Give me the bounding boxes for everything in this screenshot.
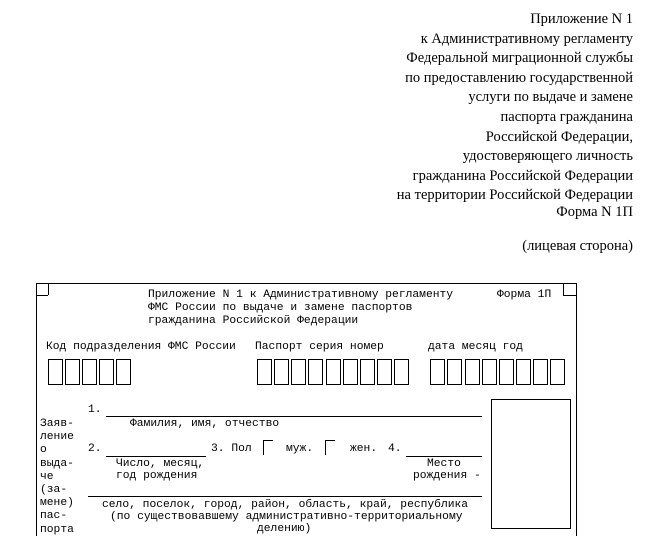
input-cell[interactable] [482, 359, 497, 385]
input-cell[interactable] [291, 359, 306, 385]
field4-number: 4. [388, 443, 402, 455]
header-line: по предоставлению государственной [405, 69, 633, 86]
birthplace-input-line[interactable] [406, 456, 482, 457]
date-day-cells [430, 359, 462, 385]
birthplace-caption-2: рождения - [413, 470, 481, 482]
input-cell[interactable] [308, 359, 323, 385]
side-line: ление [40, 431, 74, 444]
header-line: услуги по выдаче и замене [468, 89, 633, 106]
header-line: Федеральной миграционной службы [406, 50, 633, 67]
input-cell[interactable] [257, 359, 272, 385]
input-cell[interactable] [65, 359, 80, 385]
side-line: порта [40, 523, 74, 536]
fullname-input-line[interactable] [106, 416, 482, 417]
fullname-caption: Фамилия, имя, отчество [130, 418, 280, 430]
female-label: жен. [350, 443, 378, 455]
photo-box [491, 399, 571, 529]
input-cell[interactable] [430, 359, 445, 385]
frame-right-line [576, 283, 577, 536]
input-cell[interactable] [82, 359, 97, 385]
form-note-line: ФМС России по выдаче и замене паспортов [148, 302, 413, 314]
side-line: выда- [40, 457, 74, 470]
passport-number-cells [326, 359, 409, 385]
female-checkbox[interactable] [325, 440, 335, 455]
side-line: че [40, 470, 54, 483]
corner-mark [36, 295, 48, 296]
header-line: гражданина Российской Федерации [412, 167, 633, 184]
place-caption-2: (по существовавшему административно-территориальному [110, 511, 463, 523]
male-label: муж. [286, 443, 314, 455]
side-line: мене) [40, 497, 74, 510]
male-checkbox[interactable] [263, 440, 273, 455]
date-month-cells [465, 359, 497, 385]
side-line: о [40, 444, 47, 457]
header-line: на территории Российской Федерации [396, 187, 633, 204]
corner-mark [563, 295, 576, 296]
form-number: Форма 1П [497, 289, 552, 301]
input-cell[interactable] [99, 359, 114, 385]
input-cell[interactable] [343, 359, 358, 385]
input-cell[interactable] [447, 359, 462, 385]
corner-mark [563, 283, 564, 295]
header-line: удостоверяющего личность [462, 148, 633, 165]
corner-mark [48, 283, 49, 295]
code-cells [48, 359, 131, 385]
field1-number: 1. [88, 404, 102, 416]
header-line: Приложение N 1 [530, 11, 633, 27]
passport-series-cells [257, 359, 323, 385]
form-note-line: гражданина Российской Федерации [148, 315, 359, 327]
frame-left-line [36, 283, 37, 536]
form-note-line: Приложение N 1 к Административному регламенту [148, 289, 454, 301]
side-line: пас- [40, 510, 68, 523]
place-caption-1: село, поселок, город, район, область, край, республика [102, 499, 469, 511]
form-appendix-note [148, 289, 453, 328]
field2-number: 2. [88, 443, 102, 455]
date-label: дата месяц год [428, 341, 523, 353]
input-cell[interactable] [499, 359, 514, 385]
input-cell[interactable] [465, 359, 480, 385]
header-line: к Административному регламенту [420, 30, 633, 47]
input-cell[interactable] [394, 359, 409, 385]
place-caption-3: делению) [257, 523, 312, 535]
side-line: (за- [40, 484, 68, 497]
input-cell[interactable] [377, 359, 392, 385]
date-year-cells [499, 359, 565, 385]
input-cell[interactable] [533, 359, 548, 385]
side-label: (лицевая сторона) [522, 238, 633, 254]
header-line: паспорта гражданина [500, 108, 633, 125]
birthdate-caption-1: Число, месяц, [116, 458, 205, 470]
birthplace-detail-line[interactable] [88, 496, 482, 497]
header-line: Российской Федерации, [485, 128, 633, 145]
form-label: Форма N 1П [556, 204, 633, 220]
birthdate-caption-2: год рождения [116, 470, 198, 482]
input-cell[interactable] [360, 359, 375, 385]
side-line: Заяв- [40, 418, 74, 430]
input-cell[interactable] [326, 359, 341, 385]
input-cell[interactable] [550, 359, 565, 385]
input-cell[interactable] [116, 359, 131, 385]
gender-label: 3. Пол [211, 443, 252, 455]
application-side-label [40, 418, 74, 537]
input-cell[interactable] [274, 359, 289, 385]
input-cell[interactable] [516, 359, 531, 385]
passport-label: Паспорт серия номер [255, 341, 384, 353]
birthplace-caption-1: Место [427, 458, 461, 470]
code-label: Код подразделения ФМС России [46, 341, 236, 353]
appendix-header [397, 10, 633, 206]
frame-top-line [36, 283, 576, 284]
input-cell[interactable] [48, 359, 63, 385]
birthdate-input-line[interactable] [106, 456, 206, 457]
